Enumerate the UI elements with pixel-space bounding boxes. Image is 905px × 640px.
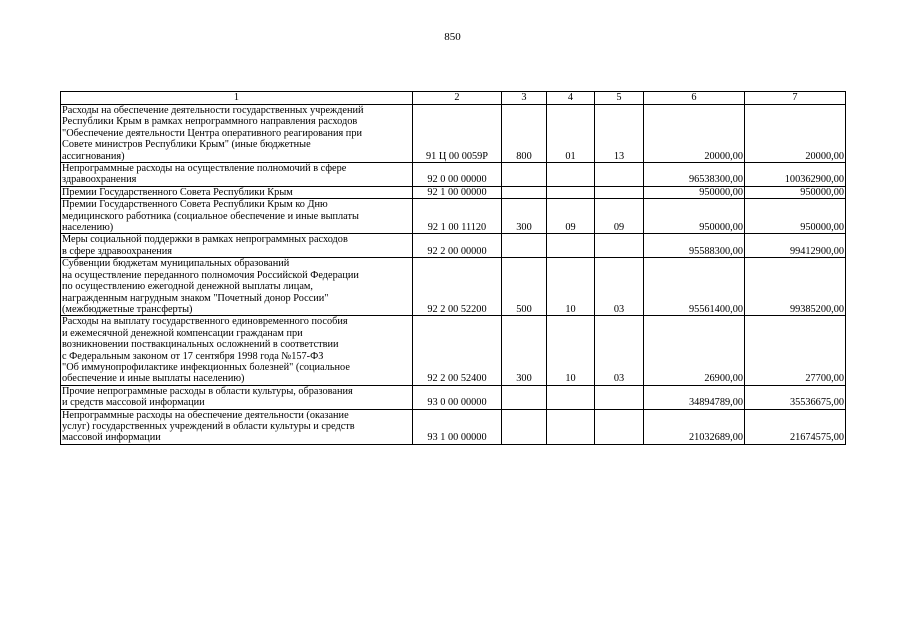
description-line: "Об иммунопрофилактике инфекционных болезней" (социальное <box>62 361 350 373</box>
table-row <box>61 234 846 258</box>
row-col-5 <box>595 385 644 409</box>
row-col-5: 13 <box>595 105 644 163</box>
row-amount-7: 20000,00 <box>745 105 846 163</box>
row-code: 92 1 00 11120 <box>413 199 502 234</box>
table-row <box>61 163 846 187</box>
table-body <box>61 105 846 445</box>
row-col-5 <box>595 186 644 198</box>
description-line: здравоохранения <box>62 174 137 186</box>
row-col-4: 09 <box>547 199 595 234</box>
row-col-3: 300 <box>502 199 547 234</box>
row-description <box>61 258 413 316</box>
table-row <box>61 199 846 234</box>
header-cell: 7 <box>745 92 846 105</box>
description-line: Непрограммные расходы на обеспечение деятельности (оказание <box>62 409 349 421</box>
description-line: населению) <box>62 222 114 234</box>
table-row <box>61 105 846 163</box>
description-line: услуг) государственных учреждений в области культуры и средств <box>62 420 355 432</box>
row-col-3 <box>502 385 547 409</box>
row-description <box>61 234 413 258</box>
header-cell: 2 <box>413 92 502 105</box>
description-line: Прочие непрограммные расходы в области культуры, образования <box>62 385 353 397</box>
row-col-4 <box>547 163 595 187</box>
description-line: и средств массовой информации <box>62 397 205 409</box>
header-cell: 4 <box>547 92 595 105</box>
row-amount-7: 100362900,00 <box>745 163 846 187</box>
row-col-3: 800 <box>502 105 547 163</box>
table-row <box>61 186 846 198</box>
description-line: Республики Крым в рамках непрограммного направления расходов <box>62 116 358 128</box>
row-col-5: 09 <box>595 199 644 234</box>
row-amount-7: 27700,00 <box>745 316 846 385</box>
row-col-5: 03 <box>595 258 644 316</box>
row-col-4 <box>547 234 595 258</box>
row-amount-7: 950000,00 <box>745 199 846 234</box>
description-line: в сфере здравоохранения <box>62 245 173 257</box>
row-code: 91 Ц 00 0059Р <box>413 105 502 163</box>
header-cell: 3 <box>502 92 547 105</box>
header-cell: 6 <box>644 92 745 105</box>
description-line: Непрограммные расходы на осуществление полномочий в сфере <box>62 163 347 175</box>
row-amount-7: 35536675,00 <box>745 385 846 409</box>
page-number: 850 <box>444 31 461 43</box>
row-col-4 <box>547 186 595 198</box>
row-amount-6: 26900,00 <box>644 316 745 385</box>
description-line: обеспечение и иные выплаты населению) <box>62 373 245 385</box>
row-amount-7: 99412900,00 <box>745 234 846 258</box>
row-col-3 <box>502 234 547 258</box>
description-line: Совете министров Республики Крым" (иные бюджетные <box>62 139 311 151</box>
description-line: Субвенции бюджетам муниципальных образований <box>62 258 290 270</box>
row-col-4 <box>547 409 595 444</box>
description-line: награжденным нагрудным знаком "Почетный донор России" <box>62 292 329 304</box>
row-col-3 <box>502 409 547 444</box>
row-amount-6: 95588300,00 <box>644 234 745 258</box>
description-line: массовой информации <box>62 432 161 444</box>
row-code: 92 2 00 00000 <box>413 234 502 258</box>
row-col-3 <box>502 163 547 187</box>
description-line: Премии Государственного Совета Республики Крым <box>62 186 293 198</box>
row-col-4: 10 <box>547 316 595 385</box>
row-amount-6: 950000,00 <box>644 186 745 198</box>
row-amount-6: 96538300,00 <box>644 163 745 187</box>
row-amount-6: 21032689,00 <box>644 409 745 444</box>
description-line: медицинского работника (социальное обеспечение и иные выплаты <box>62 210 359 222</box>
row-description <box>61 186 413 198</box>
row-col-3: 500 <box>502 258 547 316</box>
row-col-4: 10 <box>547 258 595 316</box>
row-col-3: 300 <box>502 316 547 385</box>
description-line: на осуществление переданного полномочия Российской Федерации <box>62 269 359 281</box>
description-line: и ежемесячной денежной компенсации гражданам при <box>62 327 303 339</box>
budget-table <box>60 91 846 445</box>
row-amount-7: 21674575,00 <box>745 409 846 444</box>
row-code: 92 2 00 52200 <box>413 258 502 316</box>
row-amount-6: 950000,00 <box>644 199 745 234</box>
row-col-5 <box>595 234 644 258</box>
row-amount-7: 99385200,00 <box>745 258 846 316</box>
row-code: 93 1 00 00000 <box>413 409 502 444</box>
header-cell: 5 <box>595 92 644 105</box>
description-line: Меры социальной поддержки в рамках непрограммных расходов <box>62 234 348 246</box>
description-line: по осуществлению ежегодной денежной выплаты лицам, <box>62 281 313 293</box>
description-line: Расходы на обеспечение деятельности государственных учреждений <box>62 105 364 116</box>
row-col-5 <box>595 163 644 187</box>
row-col-4 <box>547 385 595 409</box>
description-line: Премии Государственного Совета Республики Крым ко Дню <box>62 199 328 211</box>
row-col-5 <box>595 409 644 444</box>
row-description <box>61 385 413 409</box>
header-cell: 1 <box>61 92 413 105</box>
row-code: 93 0 00 00000 <box>413 385 502 409</box>
description-line: "Обеспечение деятельности Центра оперативного реагирования при <box>62 127 362 139</box>
row-col-5: 03 <box>595 316 644 385</box>
description-line: возникновении поствакцинальных осложнений в соответствии <box>62 339 339 351</box>
row-amount-6: 20000,00 <box>644 105 745 163</box>
row-description <box>61 163 413 187</box>
table-row <box>61 385 846 409</box>
row-description <box>61 409 413 444</box>
row-description <box>61 199 413 234</box>
row-description <box>61 316 413 385</box>
description-line: Расходы на выплату государственного единовременного пособия <box>62 316 348 328</box>
row-amount-6: 34894789,00 <box>644 385 745 409</box>
table-row <box>61 316 846 385</box>
header-row <box>61 92 846 105</box>
row-col-4: 01 <box>547 105 595 163</box>
table-row <box>61 409 846 444</box>
row-col-3 <box>502 186 547 198</box>
row-code: 92 0 00 00000 <box>413 163 502 187</box>
row-code: 92 1 00 00000 <box>413 186 502 198</box>
description-line: с Федеральным законом от 17 сентября 1998 года №157-ФЗ <box>62 350 324 362</box>
row-amount-7: 950000,00 <box>745 186 846 198</box>
row-description <box>61 105 413 163</box>
table-row <box>61 258 846 316</box>
row-amount-6: 95561400,00 <box>644 258 745 316</box>
description-line: (межбюджетные трансферты) <box>62 303 193 315</box>
row-code: 92 2 00 52400 <box>413 316 502 385</box>
description-line: ассигнования) <box>62 150 125 162</box>
